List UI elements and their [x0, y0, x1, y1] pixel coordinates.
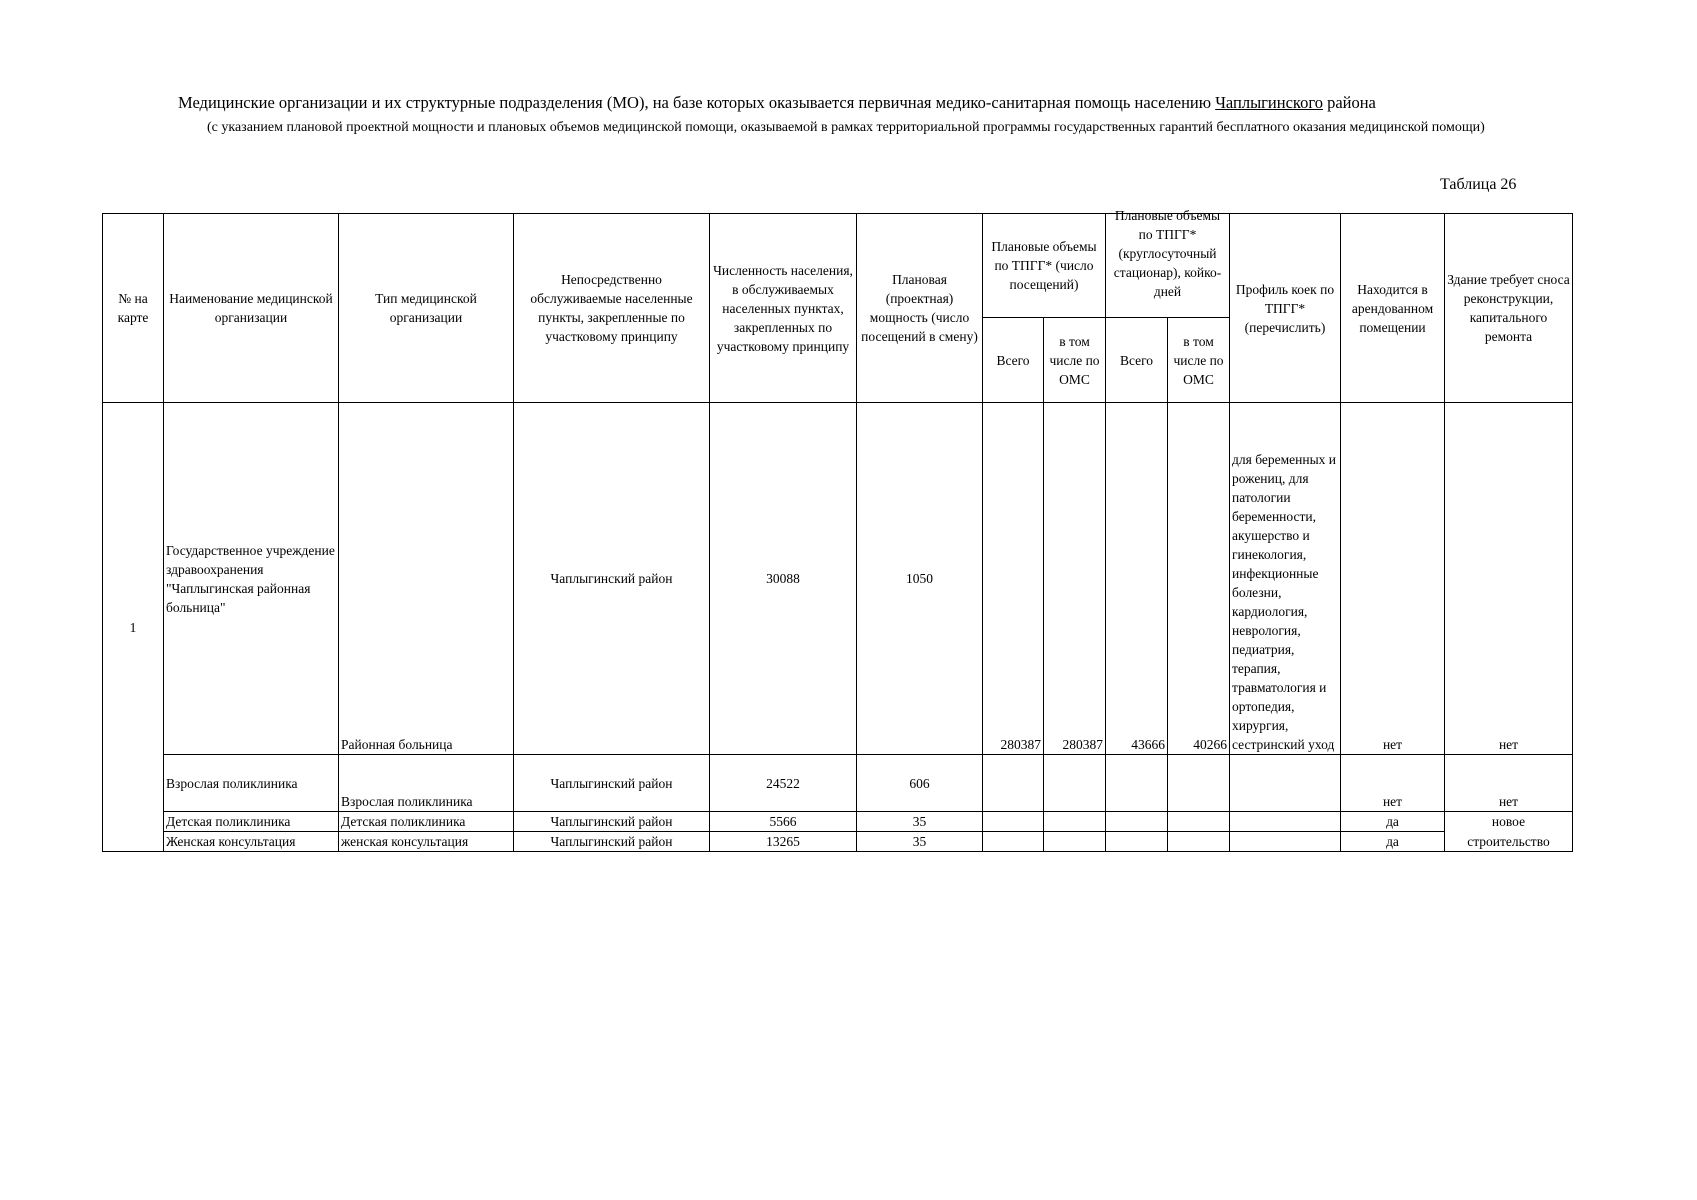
- table-row: [103, 755, 1573, 812]
- document-title: [178, 93, 1598, 113]
- header-capacity: Плановая (проектная) мощность (число посещений в смену): [857, 214, 983, 403]
- header-type: Тип медицинской организации: [339, 214, 514, 403]
- org-name: Взрослая поликлиника: [164, 755, 339, 812]
- table-row: [103, 812, 1573, 832]
- rented-flag: да: [1341, 832, 1445, 852]
- org-areas: Чаплыгинский район: [514, 832, 710, 852]
- table-row: [103, 403, 1573, 755]
- header-population: Численность населения, в обслуживаемых населенных пунктах, закрепленных по участковому принципу: [710, 214, 857, 403]
- title-text: Медицинские организации и их структурные подразделения (МО), на базе которых оказывается первичная медико-санитарная помощь населению: [178, 93, 1212, 112]
- empty-cell: [1230, 755, 1341, 812]
- org-type: Взрослая поликлиника: [339, 755, 514, 812]
- empty-cell: [983, 755, 1044, 812]
- org-type: женская консультация: [339, 832, 514, 852]
- visits-total: 280387: [983, 403, 1044, 755]
- org-name: Детская поликлиника: [164, 812, 339, 832]
- empty-cell: [1106, 812, 1168, 832]
- header-hospital-oms: в том числе по ОМС: [1168, 318, 1230, 403]
- header-visits-oms: в том числе по ОМС: [1044, 318, 1106, 403]
- org-areas: Чаплыгинский район: [514, 755, 710, 812]
- demolish-flag: новое: [1445, 812, 1573, 832]
- document-subtitle: (с указанием плановой проектной мощности и плановых объемов медицинской помощи, оказываемой в рамках территориальной программы государственных гарантий бесплатного оказания медицинской помощи): [207, 120, 1485, 135]
- empty-cell: [1230, 832, 1341, 852]
- empty-cell: [1168, 755, 1230, 812]
- header-num: № на карте: [103, 214, 164, 403]
- demolish-flag: строительство: [1445, 832, 1573, 852]
- org-type: Детская поликлиника: [339, 812, 514, 832]
- org-areas: Чаплыгинский район: [514, 403, 710, 755]
- empty-cell: [1230, 812, 1341, 832]
- header-profile: Профиль коек по ТПГГ* (перечислить): [1230, 214, 1341, 403]
- empty-cell: [1044, 832, 1106, 852]
- org-areas: Чаплыгинский район: [514, 812, 710, 832]
- table-row: [103, 832, 1573, 852]
- empty-cell: [983, 812, 1044, 832]
- org-capacity: 35: [857, 832, 983, 852]
- org-population: 24522: [710, 755, 857, 812]
- org-capacity: 1050: [857, 403, 983, 755]
- empty-cell: [983, 832, 1044, 852]
- empty-cell: [1106, 832, 1168, 852]
- empty-cell: [1168, 832, 1230, 852]
- org-name: Государственное учреждение здравоохранения "Чаплыгинская районная больница": [164, 403, 339, 755]
- org-population: 13265: [710, 832, 857, 852]
- org-population: 30088: [710, 403, 857, 755]
- bed-profile: для беременных и рожениц, для патологии беременности, акушерство и гинекология, инфекционные болезни, кардиология, неврология, педиатрия, терапия, травматология и ортопедия, хирургия, сестринский уход: [1230, 403, 1341, 755]
- rented-flag: да: [1341, 812, 1445, 832]
- demolish-flag: нет: [1445, 403, 1573, 755]
- hospital-oms: 40266: [1168, 403, 1230, 755]
- header-hospital: Плановые объемы по ТПГГ* (круглосуточный стационар), койко-дней: [1113, 208, 1222, 299]
- org-type: Районная больница: [339, 403, 514, 755]
- hospital-total: 43666: [1106, 403, 1168, 755]
- demolish-flag: нет: [1445, 755, 1573, 812]
- header-rented: Находится в арендованном помещении: [1341, 214, 1445, 403]
- empty-cell: [1168, 812, 1230, 832]
- rented-flag: нет: [1341, 755, 1445, 812]
- header-hospital-clip: [1108, 206, 1227, 309]
- org-capacity: 35: [857, 812, 983, 832]
- row-num: 1: [103, 403, 164, 852]
- header-hospital-total: Всего: [1106, 318, 1168, 403]
- title-district: Чаплыгинского: [1215, 93, 1323, 112]
- header-visits: Плановые объемы по ТПГГ* (число посещений): [983, 214, 1106, 318]
- header-hospital-cell: [1106, 208, 1230, 318]
- header-name: Наименование медицинской организации: [164, 214, 339, 403]
- facilities-table: [102, 208, 1573, 852]
- header-visits-total: Всего: [983, 318, 1044, 403]
- org-capacity: 606: [857, 755, 983, 812]
- title-suffix: района: [1327, 93, 1376, 112]
- org-name: Женская консультация: [164, 832, 339, 852]
- empty-cell: [1106, 755, 1168, 812]
- visits-oms: 280387: [1044, 403, 1106, 755]
- empty-cell: [1044, 812, 1106, 832]
- org-population: 5566: [710, 812, 857, 832]
- header-areas: Непосредственно обслуживаемые населенные пункты, закрепленные по участковому принципу: [514, 214, 710, 403]
- table-number: Таблица 26: [1440, 176, 1517, 193]
- header-demolish: Здание требует сноса реконструкции, капитального ремонта: [1445, 214, 1573, 403]
- empty-cell: [1044, 755, 1106, 812]
- rented-flag: нет: [1341, 403, 1445, 755]
